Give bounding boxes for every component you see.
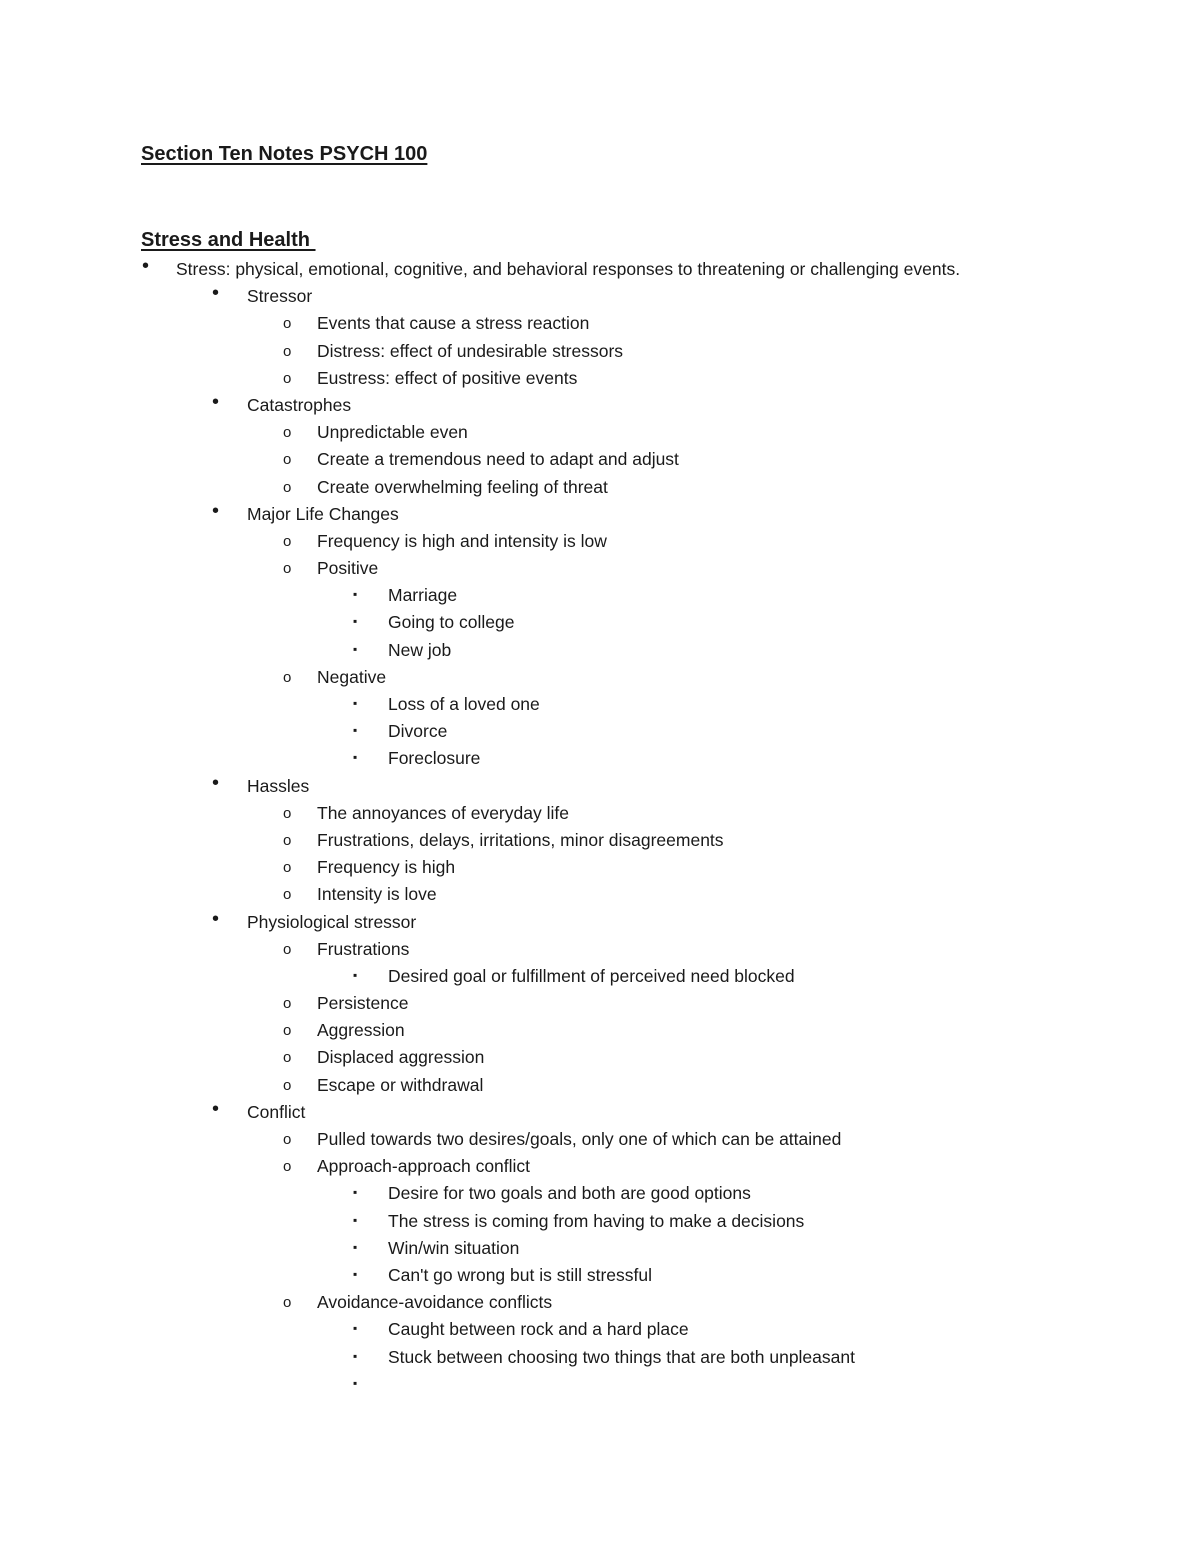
bullet-marker: ▪ xyxy=(353,641,358,656)
outline-item-text: Foreclosure xyxy=(388,748,481,769)
notes-outline xyxy=(0,256,1200,1398)
bullet-marker: ▪ xyxy=(353,1185,358,1200)
outline-item-level-3 xyxy=(0,854,1200,881)
outline-item-level-2 xyxy=(0,283,1200,310)
outline-item-text: Avoidance-avoidance conflicts xyxy=(317,1292,553,1313)
outline-item-text: The stress is coming from having to make a decisions xyxy=(388,1210,805,1231)
outline-item-text: Desired goal or fulfillment of perceived need blocked xyxy=(388,965,795,986)
outline-item-text: Frustrations, delays, irritations, minor disagreements xyxy=(317,829,724,850)
outline-item-level-3 xyxy=(0,365,1200,392)
bullet-marker: o xyxy=(283,940,292,958)
outline-item-level-3 xyxy=(0,1044,1200,1071)
outline-item-text: Frequency is high xyxy=(317,857,456,878)
outline-item-text: New job xyxy=(388,639,452,660)
outline-item-level-4 xyxy=(0,1344,1200,1371)
outline-item-level-3 xyxy=(0,419,1200,446)
outline-item-level-4 xyxy=(0,1316,1200,1343)
bullet-marker: ▪ xyxy=(353,1348,358,1363)
outline-item-level-4 xyxy=(0,1208,1200,1235)
bullet-marker: o xyxy=(283,478,292,496)
outline-item-level-4 xyxy=(0,582,1200,609)
bullet-marker: • xyxy=(212,907,220,930)
bullet-marker: o xyxy=(283,1131,292,1148)
bullet-marker: ▪ xyxy=(353,1239,358,1254)
outline-item-level-3 xyxy=(0,1126,1200,1153)
outline-item-text: Stuck between choosing two things that are both unpleasant xyxy=(388,1346,855,1367)
bullet-marker: o xyxy=(283,560,292,578)
outline-item-level-4 xyxy=(0,1235,1200,1262)
outline-item-text: Create a tremendous need to adapt and adjust xyxy=(317,449,679,470)
bullet-marker: o xyxy=(283,859,292,877)
bullet-marker: o xyxy=(283,1076,292,1094)
outline-item-text: Unpredictable even xyxy=(317,422,468,443)
outline-item-text: Pulled towards two desires/goals, only one of which can be attained xyxy=(317,1129,842,1149)
outline-item-text: Distress: effect of undesirable stressors xyxy=(317,340,624,361)
outline-item-level-3 xyxy=(0,474,1200,501)
outline-item-text: Going to college xyxy=(388,612,515,633)
bullet-marker: ▪ xyxy=(353,1375,358,1390)
outline-item-level-3 xyxy=(0,1017,1200,1044)
outline-item-text: Create overwhelming feeling of threat xyxy=(317,476,608,497)
outline-item-level-3 xyxy=(0,338,1200,365)
outline-item-text: Escape or withdrawal xyxy=(317,1074,484,1095)
bullet-marker: ▪ xyxy=(353,1266,358,1281)
bullet-marker: • xyxy=(142,255,150,277)
section-heading: Stress and Health xyxy=(141,229,316,251)
bullet-marker: o xyxy=(283,451,292,469)
outline-item-level-4 xyxy=(0,609,1200,636)
bullet-marker: o xyxy=(283,831,292,849)
outline-item-level-2 xyxy=(0,1099,1200,1126)
bullet-marker: o xyxy=(283,668,292,686)
outline-item-level-3 xyxy=(0,664,1200,691)
outline-item-level-4 xyxy=(0,1371,1200,1398)
bullet-marker: o xyxy=(283,995,292,1013)
bullet-marker: o xyxy=(283,532,292,550)
bullet-marker: o xyxy=(283,424,292,442)
outline-item-level-3 xyxy=(0,1289,1200,1316)
bullet-marker: ▪ xyxy=(353,1321,358,1336)
bullet-marker: • xyxy=(212,771,220,794)
outline-item-text: Divorce xyxy=(388,721,448,742)
outline-item-level-3 xyxy=(0,990,1200,1017)
outline-item-level-3 xyxy=(0,1153,1200,1180)
bullet-marker: o xyxy=(283,315,292,333)
outline-item-text: Win/win situation xyxy=(388,1237,520,1258)
bullet-marker: o xyxy=(283,804,292,822)
outline-item-text: Persistence xyxy=(317,993,409,1014)
outline-item-level-4 xyxy=(0,1180,1200,1207)
outline-item-text: Conflict xyxy=(247,1101,306,1122)
outline-item-text: Aggression xyxy=(317,1020,405,1041)
bullet-marker: ▪ xyxy=(353,614,358,629)
bullet-marker: ▪ xyxy=(353,1212,358,1227)
bullet-marker: o xyxy=(283,369,292,387)
bullet-marker: o xyxy=(283,886,292,904)
outline-item-text: Catastrophes xyxy=(247,394,352,415)
outline-item-level-4 xyxy=(0,691,1200,718)
outline-item-text: Stressor xyxy=(247,286,313,307)
bullet-marker: • xyxy=(212,390,220,413)
outline-item-level-3 xyxy=(0,528,1200,555)
bullet-marker: o xyxy=(283,1022,292,1040)
outline-item-text: Eustress: effect of positive events xyxy=(317,367,578,388)
bullet-marker: o xyxy=(283,342,292,360)
outline-item-text: Events that cause a stress reaction xyxy=(317,313,590,334)
outline-item-level-3 xyxy=(0,555,1200,582)
outline-item-text: Intensity is love xyxy=(317,884,437,905)
outline-item-level-2 xyxy=(0,392,1200,419)
outline-item-level-4 xyxy=(0,1262,1200,1289)
outline-item-level-1 xyxy=(0,256,1200,283)
outline-item-level-4 xyxy=(0,963,1200,990)
outline-item-level-3 xyxy=(0,827,1200,854)
bullet-marker: ▪ xyxy=(353,723,358,738)
outline-item-level-2 xyxy=(0,501,1200,528)
bullet-marker: • xyxy=(212,1097,220,1120)
outline-item-text: Approach-approach conflict xyxy=(317,1156,531,1177)
outline-item-level-3 xyxy=(0,1072,1200,1099)
outline-item-level-4 xyxy=(0,637,1200,664)
outline-item-text: Negative xyxy=(317,666,387,687)
outline-item-text: Positive xyxy=(317,558,379,579)
outline-item-level-3 xyxy=(0,800,1200,827)
outline-item-text: Major Life Changes xyxy=(247,503,399,524)
outline-item-text: Loss of a loved one xyxy=(388,694,540,714)
outline-item-level-4 xyxy=(0,745,1200,772)
bullet-marker: ▪ xyxy=(353,967,358,982)
bullet-marker: o xyxy=(283,1049,292,1067)
outline-item-text: Caught between rock and a hard place xyxy=(388,1319,689,1340)
outline-item-level-3 xyxy=(0,881,1200,908)
bullet-marker: • xyxy=(212,282,220,305)
outline-item-text: Frustrations xyxy=(317,938,410,959)
outline-item-text: Frequency is high and intensity is low xyxy=(317,530,607,551)
outline-item-level-3 xyxy=(0,446,1200,473)
outline-item-level-2 xyxy=(0,909,1200,936)
outline-item-text: Physiological stressor xyxy=(247,911,417,932)
bullet-marker: o xyxy=(283,1158,292,1176)
outline-item-level-2 xyxy=(0,773,1200,800)
bullet-marker: • xyxy=(212,499,220,522)
bullet-marker: ▪ xyxy=(353,750,358,765)
outline-item-text: Displaced aggression xyxy=(317,1047,485,1068)
bullet-marker: o xyxy=(283,1294,292,1312)
outline-item-text: Can't go wrong but is still stressful xyxy=(388,1264,653,1285)
outline-item-text: Desire for two goals and both are good options xyxy=(388,1183,751,1204)
outline-item-text: The annoyances of everyday life xyxy=(317,802,569,823)
outline-item-text: Stress: physical, emotional, cognitive, and behavioral responses to threatening or challenging events. xyxy=(176,259,961,279)
document-title: Section Ten Notes PSYCH 100 xyxy=(141,143,428,165)
outline-item-level-4 xyxy=(0,718,1200,745)
outline-item-level-3 xyxy=(0,936,1200,963)
outline-item-text: Hassles xyxy=(247,775,310,796)
bullet-marker: ▪ xyxy=(353,587,358,602)
bullet-marker: ▪ xyxy=(353,696,358,710)
outline-item-level-3 xyxy=(0,310,1200,337)
outline-item-text: Marriage xyxy=(388,585,458,606)
